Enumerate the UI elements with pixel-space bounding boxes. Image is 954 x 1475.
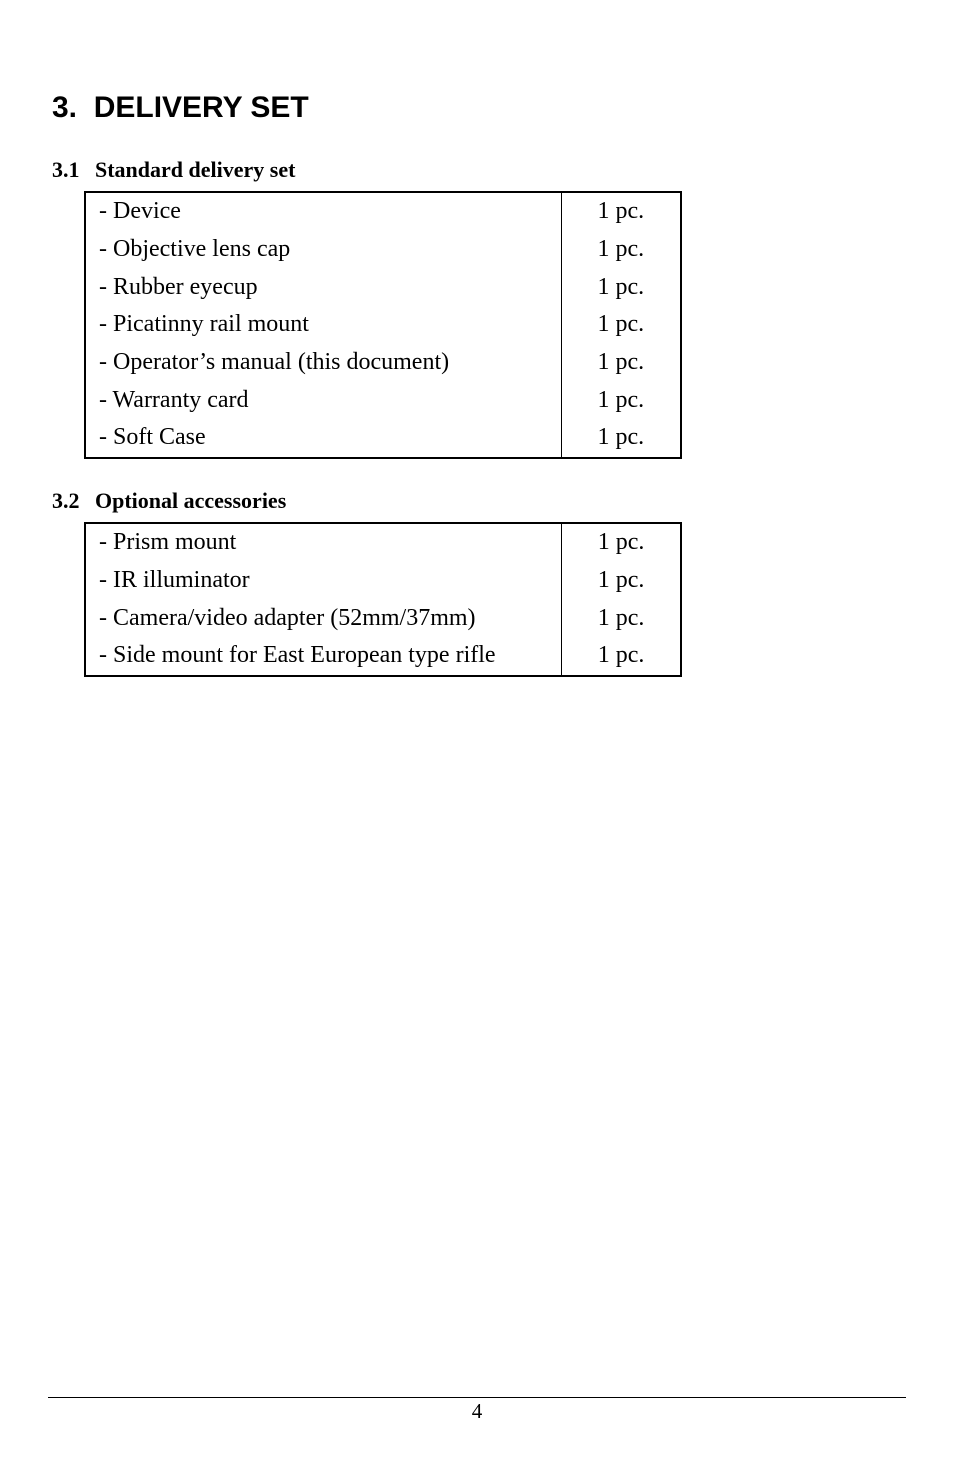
- section-title-text: Optional accessories: [95, 488, 287, 513]
- item-name: - Rubber eyecup: [99, 273, 258, 300]
- chapter-title: [52, 88, 309, 128]
- table-row: [85, 231, 681, 269]
- item-quantity: 1 pc.: [561, 419, 681, 458]
- item-quantity: 1 pc.: [561, 268, 681, 306]
- optional-accessories-table: [84, 522, 682, 677]
- standard-delivery-set-table: [84, 191, 682, 459]
- item-quantity: 1 pc.: [562, 599, 681, 637]
- item-name: - Prism mount: [99, 529, 237, 556]
- item-quantity: 1 pc.: [561, 381, 681, 419]
- section-title-standard-delivery-set: [52, 156, 295, 184]
- item-name: - Side mount for East European type rifle: [99, 642, 496, 669]
- item-quantity: 1 pc.: [561, 192, 681, 231]
- chapter-title-text: DELIVERY SET: [93, 91, 309, 124]
- item-quantity: 1 pc.: [561, 344, 681, 382]
- item-name: - Device: [99, 198, 181, 225]
- item-quantity: 1 pc.: [562, 523, 681, 562]
- table-row: [85, 523, 681, 562]
- table-row: [85, 562, 681, 600]
- item-quantity: 1 pc.: [562, 562, 681, 600]
- item-name: - Camera/video adapter (52mm/37mm): [99, 604, 476, 631]
- section-title-text: Standard delivery set: [95, 157, 296, 182]
- item-name: - Warranty card: [99, 386, 249, 413]
- table-row: [85, 268, 681, 306]
- item-name: - Picatinny rail mount: [99, 311, 309, 338]
- section-number: 3.2: [52, 488, 80, 513]
- page-number: 4: [471, 1399, 483, 1423]
- table-row: [85, 599, 681, 637]
- section-number: 3.1: [52, 157, 80, 182]
- item-quantity: 1 pc.: [562, 637, 681, 676]
- table-row: [85, 192, 681, 231]
- table-row: [85, 344, 681, 382]
- table-row: [85, 306, 681, 344]
- table-row: [85, 637, 681, 676]
- chapter-number: 3.: [52, 91, 78, 124]
- item-name: - IR illuminator: [99, 567, 250, 594]
- item-name: - Soft Case: [99, 424, 206, 451]
- item-quantity: 1 pc.: [561, 231, 681, 269]
- section-title-optional-accessories: [52, 487, 286, 515]
- table-row: [85, 419, 681, 458]
- item-quantity: 1 pc.: [561, 306, 681, 344]
- table-row: [85, 381, 681, 419]
- item-name: - Operator’s manual (this document): [99, 349, 450, 376]
- item-name: - Objective lens cap: [99, 236, 291, 263]
